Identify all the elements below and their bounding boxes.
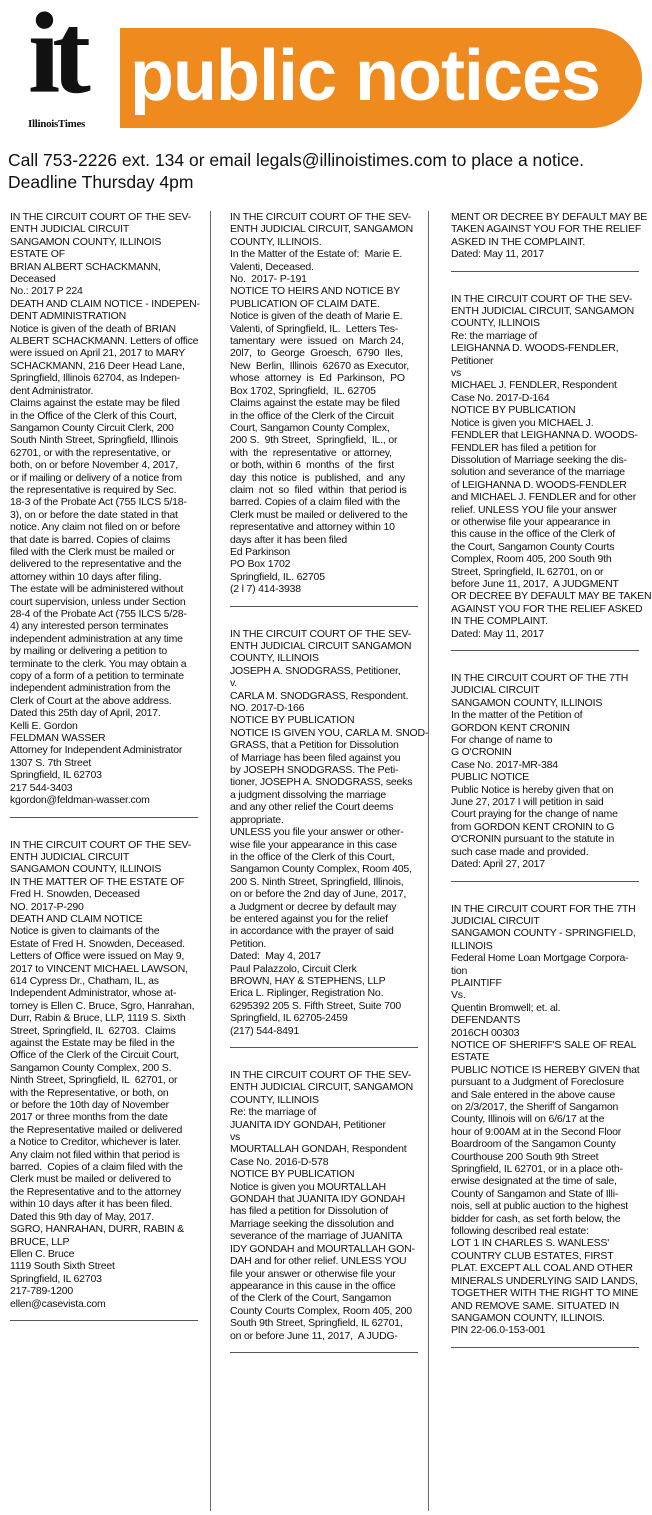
notice-line: bidder for cash, as set forth below, the bbox=[451, 1212, 621, 1225]
notice-line: Springfield, IL 62705-2459 bbox=[230, 1012, 348, 1025]
notice-line: 614 Cypress Dr., Chatham, IL, as bbox=[10, 974, 159, 987]
notice-line: Valenti, of Springfield, IL. Letters Tes- bbox=[230, 322, 399, 335]
notice-line: NOTICE BY PUBLICATION bbox=[451, 404, 576, 417]
notice-line: SANGAMON COUNTY, ILLINOIS bbox=[451, 696, 603, 709]
notice-line: NO. 2017-D-166 bbox=[230, 702, 305, 715]
notice-line: UNLESS you file your answer or other- bbox=[230, 826, 404, 839]
notice-line: Court praying for the change of name bbox=[451, 808, 618, 821]
notice-line: in the office of the Clerk of the Circuit bbox=[230, 409, 394, 422]
notice-line: 20l7, to George Groesch, 6790 Iles, bbox=[230, 347, 403, 360]
notice-line: ESTATE bbox=[451, 1051, 490, 1064]
notice-line: IN THE MATTER OF THE ESTATE OF bbox=[10, 875, 185, 888]
notice-line: Dated this 25th day of April, 2017. bbox=[10, 707, 161, 720]
notice-line: 2016CH 00303 bbox=[451, 1026, 520, 1039]
notice-line: IDY GONDAH and MOURTALLAH GON- bbox=[230, 1242, 415, 1255]
notice-line: Clerk must be mailed or delivered to the bbox=[230, 508, 408, 521]
notice-line: in accordance with the prayer of said bbox=[230, 925, 394, 938]
notice-line: MOURTALLAH GONDAH, Respondent bbox=[230, 1143, 407, 1156]
notice-line: v. bbox=[230, 677, 237, 690]
notice-line: Springfield, IL 62701, or in a place oth- bbox=[451, 1163, 623, 1176]
notice-line: Sangamon County Circuit Clerk, 200 bbox=[10, 421, 174, 434]
title-banner bbox=[120, 28, 642, 128]
notice-line: Durr, Rabin & Bruce, LLP, 1119 S. Sixth bbox=[10, 1012, 186, 1025]
contact-info bbox=[8, 149, 648, 193]
notice-line: NO. 2017-P-290 bbox=[10, 900, 84, 913]
notice-line: IN THE CIRCUIT COURT OF THE SEV- bbox=[230, 627, 412, 640]
notice-line: Street, Springfield, IL 62701, on or bbox=[451, 565, 604, 578]
notice-line: notice. Any claim not filed on or before bbox=[10, 521, 181, 534]
notice-line: June 27, 2017 I will petition in said bbox=[451, 796, 604, 809]
notice-line: Springfield, IL 62703 bbox=[10, 1272, 102, 1285]
notice-line: Notice is given of the death of BRIAN bbox=[10, 322, 176, 335]
notice-line: South Ninth Street, Springfield, Illinois bbox=[10, 434, 179, 447]
notice-line: of the Clerk of the Court, Sangamon bbox=[230, 1292, 392, 1305]
notice-line: New Berlin, Illinois 62670 as Executor, bbox=[230, 359, 409, 372]
notice-line: NOTICE BY PUBLICATION bbox=[230, 1168, 355, 1181]
notice-line: claim not so filed within that period is bbox=[230, 483, 407, 496]
notice-line: FELDMAN WASSER bbox=[10, 732, 106, 745]
notice-line: JOSEPH A. SNODGRASS, Petitioner, bbox=[230, 664, 401, 677]
notice-line: Marriage seeking the dissolution and bbox=[230, 1217, 394, 1230]
notice-line: IN THE CIRCUIT COURT OF THE SEV- bbox=[10, 838, 192, 851]
notice-separator bbox=[451, 271, 639, 272]
notice-line: Complex, Room 405, 200 South 9th bbox=[451, 553, 612, 566]
notice-line: the representative is required by Sec. bbox=[10, 483, 177, 496]
notice-line: pursuant to a Judgment of Foreclosure bbox=[451, 1076, 624, 1089]
notice-line: NOTICE BY PUBLICATION bbox=[230, 714, 355, 727]
notice-line: Springfield, IL. 62705 bbox=[230, 570, 325, 583]
notice-line: Valenti, Deceased. bbox=[230, 260, 314, 273]
notice-line: 2017 to VINCENT MICHAEL LAWSON, bbox=[10, 962, 188, 975]
notice-line: COUNTY, ILLINOIS bbox=[230, 652, 319, 665]
notice-line: 6295392 205 S. Fifth Street, Suite 700 bbox=[230, 999, 402, 1012]
notice-line: COUNTY, ILLINOIS. bbox=[230, 235, 322, 248]
notice-line: Ellen C. Bruce bbox=[10, 1247, 75, 1260]
notice-line: In the matter of the Petition of bbox=[451, 709, 583, 722]
notice-line: LEIGHANNA D. WOODS-FENDLER, bbox=[451, 342, 619, 355]
notice-separator bbox=[451, 650, 639, 651]
notice-separator bbox=[10, 817, 198, 818]
notice-line: Federal Home Loan Mortgage Corpora- bbox=[451, 952, 629, 965]
notice-line: ENTH JUDICIAL CIRCUIT, SANGAMON bbox=[230, 223, 414, 236]
notice-line: DEATH AND CLAIM NOTICE - INDEPEN- bbox=[10, 297, 200, 310]
notice-line: Office of the Clerk of the Circuit Court, bbox=[10, 1049, 180, 1062]
notice-line: JUANITA IDY GONDAH, Petitioner bbox=[230, 1118, 386, 1131]
notice-line: NOTICE TO HEIRS AND NOTICE BY bbox=[230, 285, 401, 298]
notice-line: DAH and for other relief. UNLESS YOU bbox=[230, 1255, 407, 1268]
notice-line: SCHACKMANN, 216 Deer Head Lane, bbox=[10, 359, 185, 372]
legal-notice bbox=[451, 903, 639, 1337]
column-divider bbox=[210, 211, 211, 1511]
notice-line: Courthouse 200 South 9th Street bbox=[451, 1150, 599, 1163]
notice-line: GORDON KENT CRONIN bbox=[451, 721, 570, 734]
notice-line: SANGAMON COUNTY - SPRINGFIELD, bbox=[451, 927, 636, 940]
notice-line: 62701, or with the representative, or bbox=[10, 446, 171, 459]
notice-line: Notice is given of the death of Marie E. bbox=[230, 310, 403, 323]
notice-line: ellen@casevista.com bbox=[10, 1297, 106, 1310]
notices-column-3 bbox=[451, 211, 652, 1369]
notice-line: MENT OR DECREE BY DEFAULT MAY BE bbox=[451, 211, 648, 223]
notice-line: Any claim not filed within that period is bbox=[10, 1148, 180, 1161]
notice-line: following described real estate: bbox=[451, 1225, 589, 1238]
legal-notice bbox=[10, 211, 198, 807]
notice-line: 200 S. Ninth Street, Springfield, Illinois, bbox=[230, 875, 404, 888]
notice-line: and Sale entered in the above cause bbox=[451, 1088, 616, 1101]
notice-line: or otherwise file your appearance in bbox=[451, 515, 611, 528]
notice-line: dent Administrator. bbox=[10, 384, 94, 397]
notice-line: (2 l 7) 414-3938 bbox=[230, 583, 301, 596]
notice-line: The estate will be administered without bbox=[10, 583, 184, 596]
logo-mark: it bbox=[28, 0, 83, 118]
notice-line: within 10 days after it has been filed. bbox=[10, 1198, 173, 1211]
notice-line: Ed Parkinson bbox=[230, 545, 291, 558]
legal-notice bbox=[230, 211, 418, 596]
logo-brand-name: IllinoisTimes bbox=[28, 118, 86, 130]
notice-separator bbox=[230, 1352, 418, 1353]
notice-line: copy of a form of a petition to terminate bbox=[10, 670, 184, 683]
notice-line: IN THE CIRCUIT COURT OF THE SEV- bbox=[230, 1069, 412, 1081]
notice-line: Claims against the estate may be filed bbox=[230, 397, 400, 410]
notice-line: by JOSEPH SNODGRASS. The Peti- bbox=[230, 764, 399, 777]
notice-line: PUBLIC NOTICE bbox=[451, 771, 529, 784]
notice-line: Notice is given you MICHAEL J. bbox=[451, 416, 594, 429]
notice-line: this cause in the office of the Clerk of bbox=[451, 528, 615, 541]
notice-line: solution and severance of the marriage bbox=[451, 466, 625, 479]
notice-line: SGRO, HANRAHAN, DURR, RABIN & bbox=[10, 1223, 184, 1236]
notice-line: by mailing or delivering a petition to bbox=[10, 645, 167, 658]
notice-line: Dated: April 27, 2017 bbox=[451, 858, 545, 871]
notice-line: Petitioner bbox=[451, 354, 494, 367]
notice-line: IN THE COMPLAINT. bbox=[451, 615, 548, 628]
notice-line: and any other relief the Court deems bbox=[230, 801, 394, 814]
notice-line: torney is Ellen C. Bruce, Sgro, Hanrahan, bbox=[10, 999, 195, 1012]
illinois-times-logo bbox=[28, 0, 120, 132]
notice-line: days after it has been filed bbox=[230, 533, 347, 546]
notice-line: or if mailing or delivery of a notice from bbox=[10, 471, 182, 484]
notice-line: COUNTY, ILLINOIS bbox=[451, 317, 540, 330]
notice-line: IN THE CIRCUIT COURT OF THE SEV- bbox=[230, 211, 412, 223]
notice-line: NOTICE IS GIVEN YOU, CARLA M. SNOD- bbox=[230, 726, 429, 739]
notice-separator bbox=[10, 1320, 198, 1321]
notice-line: DEFENDANTS bbox=[451, 1014, 521, 1027]
notice-line: 217-789-1200 bbox=[10, 1285, 73, 1298]
notice-line: OR DECREE BY DEFAULT MAY BE TAKEN bbox=[451, 590, 652, 603]
notice-line: with the Representative, or both, on bbox=[10, 1086, 169, 1099]
notice-line: Deceased bbox=[10, 273, 56, 286]
notice-line: 217 544-3403 bbox=[10, 781, 73, 794]
notice-line: nois, sell at public auction to the highest bbox=[451, 1200, 629, 1213]
notice-line: a Notice to Creditor, whichever is later. bbox=[10, 1136, 181, 1149]
notice-line: 3), on or before the date stated in that bbox=[10, 508, 178, 521]
notice-line: Box 1702, Springfield, IL. 62705 bbox=[230, 384, 376, 397]
notice-line: Re: the marriage of bbox=[451, 329, 538, 342]
notice-line: ENTH JUDICIAL CIRCUIT bbox=[10, 850, 130, 863]
notice-line: before June 11, 2017, A JUDGMENT bbox=[451, 577, 619, 590]
notice-line: Springfield, IL 62703 bbox=[10, 769, 102, 782]
notice-line: in the Office of the Clerk of this Court, bbox=[10, 409, 177, 422]
notice-line: ASKED IN THE COMPLAINT. bbox=[451, 235, 586, 248]
notice-line: DEATH AND CLAIM NOTICE bbox=[10, 912, 143, 925]
notice-line: County of Sangamon and State of Illi- bbox=[451, 1187, 619, 1200]
legal-notice bbox=[230, 627, 429, 1037]
notice-line: JUDICIAL CIRCUIT bbox=[451, 914, 540, 927]
notice-line: has filed a petition for Dissolution of bbox=[230, 1205, 388, 1218]
notice-line: IN THE CIRCUIT COURT OF THE SEV- bbox=[10, 211, 192, 223]
legal-notice bbox=[451, 211, 648, 261]
notice-line: attorney within 10 days after filing. bbox=[10, 570, 162, 583]
notice-line: court supervision, unless under Section bbox=[10, 595, 186, 608]
notice-line: of LEIGHANNA D. WOODS-FENDLER bbox=[451, 478, 627, 491]
notice-line: Public Notice is hereby given that on bbox=[451, 783, 614, 796]
notice-line: CARLA M. SNODGRASS, Respondent. bbox=[230, 689, 409, 702]
notice-line: Vs. bbox=[451, 989, 466, 1002]
notice-line: Boardroom of the Sangamon County bbox=[451, 1138, 616, 1151]
notice-line: Dated: May 11, 2017 bbox=[451, 248, 544, 261]
notice-line: from GORDON KENT CRONIN to G bbox=[451, 820, 615, 833]
notice-separator bbox=[451, 881, 639, 882]
notice-line: Fred H. Snowden, Deceased bbox=[10, 888, 140, 901]
notice-line: FENDLER that LEIGHANNA D. WOODS- bbox=[451, 429, 638, 442]
notice-line: GRASS, that a Petition for Dissolution bbox=[230, 739, 399, 752]
notice-line: Attorney for Independent Administrator bbox=[10, 744, 183, 757]
legal-notice bbox=[451, 292, 652, 640]
notice-line: Quentin Bromwell; et. al. bbox=[451, 1001, 561, 1014]
notice-line: barred. Copies of a claim filed with the bbox=[230, 496, 401, 509]
notice-line: appropriate. bbox=[230, 813, 284, 826]
notice-line: SANGAMON COUNTY, ILLINOIS bbox=[10, 235, 162, 248]
notice-line: terminate to the clerk. You may obtain a bbox=[10, 657, 187, 670]
notice-line: Street, Springfield, IL 62703. Claims bbox=[10, 1024, 176, 1037]
notice-line: BRUCE, LLP bbox=[10, 1235, 70, 1248]
notice-line: on 2/3/2017, the Sheriff of Sangamon bbox=[451, 1101, 619, 1113]
notice-line: that date is barred. Copies of claims bbox=[10, 533, 171, 546]
notice-line: Claims against the estate may be filed bbox=[10, 397, 180, 410]
notice-line: representative and attorney within 10 bbox=[230, 521, 395, 534]
notice-line: SANGAMON COUNTY, ILLINOIS bbox=[10, 863, 162, 876]
notice-line: Clerk of Court at the above address. bbox=[10, 694, 172, 707]
notice-line: 2017 or three months from the date bbox=[10, 1111, 168, 1124]
notice-line: O'CRONIN pursuant to the statute in bbox=[451, 833, 615, 846]
notice-line: be entered against you for the relief bbox=[230, 912, 388, 925]
notice-line: County Courts Complex, Room 405, 200 bbox=[230, 1304, 412, 1317]
notice-line: whose attorney is Ed Parkinson, PO bbox=[230, 372, 405, 385]
notice-line: relief. UNLESS YOU file your answer bbox=[451, 503, 617, 516]
notice-line: ESTATE OF bbox=[10, 248, 65, 261]
column-divider bbox=[428, 211, 429, 1511]
notice-line: delivered to the representative and the bbox=[10, 558, 182, 571]
notice-line: with the representative or attorney, bbox=[230, 446, 392, 459]
notice-line: erwise designated at the time of sale, bbox=[451, 1175, 617, 1188]
notice-line: Dated: May 11, 2017 bbox=[451, 627, 544, 640]
notices-column-1 bbox=[10, 211, 198, 1342]
notice-line: 4) any interested person terminates bbox=[10, 620, 169, 633]
notice-line: 18-3 of the Probate Act (755 ILCS 5/18- bbox=[10, 496, 187, 509]
notice-line: JUDICIAL CIRCUIT bbox=[451, 684, 540, 697]
notice-line: ENTH JUDICIAL CIRCUIT, SANGAMON bbox=[451, 305, 635, 318]
notice-line: In the Matter of the Estate of: Marie E. bbox=[230, 248, 403, 261]
notice-line: Re: the marriage of bbox=[230, 1106, 317, 1119]
notice-line: wise file your appearance in this case bbox=[230, 838, 397, 851]
notice-line: such case made and provided. bbox=[451, 845, 589, 858]
notice-line: IN THE CIRCUIT COURT FOR THE 7TH bbox=[451, 902, 636, 915]
notice-line: Erica L. Riplinger, Registration No. bbox=[230, 987, 384, 1000]
notice-line: tion bbox=[451, 964, 468, 977]
notice-line: Independent Administrator, whose at- bbox=[10, 987, 177, 1000]
notice-line: DENT ADMINISTRATION bbox=[10, 310, 126, 323]
notice-line: 1307 S. 7th Street bbox=[10, 756, 92, 769]
notice-line: Estate of Fred H. Snowden, Deceased. bbox=[10, 937, 185, 950]
notice-line: COUNTRY CLUB ESTATES, FIRST bbox=[451, 1249, 614, 1262]
notice-line: of Marriage has been filed against you bbox=[230, 751, 401, 764]
notice-line: severance of the marriage of JUANITA bbox=[230, 1230, 403, 1243]
notice-line: vs bbox=[230, 1131, 241, 1144]
notice-line: file your answer or otherwise file your bbox=[230, 1267, 396, 1280]
notice-line: day this notice is published, and any bbox=[230, 471, 405, 484]
notice-line: COUNTY, ILLINOIS bbox=[230, 1093, 319, 1106]
notice-line: 1119 South Sixth Street bbox=[10, 1260, 115, 1273]
notice-line: PIN 22-06.0-153-001 bbox=[451, 1324, 546, 1337]
notice-line: SANGAMON COUNTY, ILLINOIS. bbox=[451, 1311, 605, 1324]
notice-line: vs bbox=[451, 367, 462, 380]
notice-separator bbox=[230, 606, 418, 607]
notice-line: ENTH JUDICIAL CIRCUIT SANGAMON bbox=[230, 640, 412, 652]
legal-notice bbox=[451, 672, 639, 871]
contact-line: Call 753-2226 ext. 134 or email legals@illinoistimes.com to place a notice. bbox=[8, 150, 585, 170]
notice-line: South 9th Street, Springfield, IL 62701, bbox=[230, 1317, 403, 1330]
notice-line: TOGETHER WITH THE RIGHT TO MINE bbox=[451, 1287, 639, 1300]
notice-line: Notice is given to claimants of the bbox=[10, 925, 160, 938]
notice-line: tamentary were issued on March 24, bbox=[230, 335, 404, 348]
notice-line: No.: 2017 P 224 bbox=[10, 285, 83, 298]
notice-line: the Court, Sangamon County Courts bbox=[451, 540, 615, 553]
notice-line: ILLINOIS bbox=[451, 939, 493, 952]
notice-line: Paul Palazzolo, Circuit Clerk bbox=[230, 962, 357, 975]
notice-line: tioner, JOSEPH A. SNODGRASS, seeks bbox=[230, 776, 413, 789]
notice-line: BRIAN ALBERT SCHACKMANN, bbox=[10, 260, 161, 273]
legal-notice bbox=[230, 1069, 418, 1342]
notice-line: GONDAH that JUANITA IDY GONDAH bbox=[230, 1193, 406, 1206]
notice-line: were issued on April 21, 2017 to MARY bbox=[10, 347, 186, 360]
notice-line: Case No. 2016-D-578 bbox=[230, 1155, 329, 1168]
notice-line: both, on or before November 4, 2017, bbox=[10, 459, 178, 472]
notice-line: appearance in this cause in the office bbox=[230, 1279, 396, 1292]
notices-column-2 bbox=[230, 211, 429, 1374]
notice-line: BROWN, HAY & STEPHENS, LLP bbox=[230, 974, 386, 987]
notice-line: IN THE CIRCUIT COURT OF THE SEV- bbox=[451, 292, 633, 305]
notice-line: kgordon@feldman-wasser.com bbox=[10, 794, 150, 807]
notice-line: PLAT. EXCEPT ALL COAL AND OTHER bbox=[451, 1262, 633, 1275]
notice-line: or before the 10th day of November bbox=[10, 1099, 169, 1112]
notice-line: the Representative mailed or delivered bbox=[10, 1123, 183, 1136]
notice-line: Springfield, Illinois 62704, as Indepen- bbox=[10, 372, 181, 385]
notice-line: ALBERT SCHACKMANN. Letters of office bbox=[10, 335, 199, 348]
notice-line: Ninth Street, Springfield, IL 62701, or bbox=[10, 1074, 178, 1087]
notice-line: the Representative and to the attorney bbox=[10, 1185, 182, 1198]
notice-line: AGAINST YOU FOR THE RELIEF ASKED bbox=[451, 602, 643, 615]
notice-line: a judgment dissolving the marriage bbox=[230, 788, 387, 801]
notice-line: against the Estate may be filed in the bbox=[10, 1037, 175, 1049]
legal-notice bbox=[10, 839, 198, 1310]
notice-line: independent administration from the bbox=[10, 682, 171, 695]
notice-line: hour of 9:00AM at in the Second Floor bbox=[451, 1125, 622, 1138]
notice-line: Notice is given you MOURTALLAH bbox=[230, 1180, 386, 1193]
notice-line: Dated: May 4, 2017 bbox=[230, 950, 321, 963]
notice-line: barred. Copies of a claim filed with the bbox=[10, 1161, 183, 1174]
notice-line: 200 S. 9th Street, Springfield, IL., or bbox=[230, 434, 398, 447]
notice-line: MICHAEL J. FENDLER, Respondent bbox=[451, 379, 617, 392]
page-header bbox=[0, 0, 652, 145]
notice-line: in the office of the Clerk of this Court, bbox=[230, 850, 395, 863]
notice-line: PUBLICATION OF CLAIM DATE. bbox=[230, 297, 380, 310]
notice-line: a Judgment or decree by default may bbox=[230, 900, 397, 913]
notice-line: or both, within 6 months of the first bbox=[230, 459, 394, 472]
notice-line: Letters of Office were issued on May 9, bbox=[10, 950, 185, 963]
notice-line: IN THE CIRCUIT COURT OF THE 7TH bbox=[451, 672, 629, 684]
notice-line: TAKEN AGAINST YOU FOR THE RELIEF bbox=[451, 223, 642, 236]
notice-line: ENTH JUDICIAL CIRCUIT bbox=[10, 223, 130, 236]
notice-line: PLAINTIFF bbox=[451, 976, 502, 989]
notice-separator bbox=[451, 1347, 639, 1348]
notice-line: Petition. bbox=[230, 937, 267, 950]
notice-line: Kelli E. Gordon bbox=[10, 719, 78, 732]
notice-line: MINERALS UNDERLYING SAID LANDS, bbox=[451, 1274, 638, 1287]
notice-line: ENTH JUDICIAL CIRCUIT, SANGAMON bbox=[230, 1081, 414, 1094]
notice-line: on or before June 11, 2017, A JUDG- bbox=[230, 1329, 398, 1342]
page-title: public notices bbox=[130, 36, 601, 116]
notice-line: (217) 544-8491 bbox=[230, 1024, 300, 1037]
notice-line: FENDLER has filed a petition for bbox=[451, 441, 597, 454]
notice-line: Dated this 9th day of May, 2017. bbox=[10, 1210, 154, 1223]
notice-line: Sangamon County Complex, 200 S. bbox=[10, 1061, 172, 1074]
notice-line: 28-4 of the Probate Act (755 ILCS 5/28- bbox=[10, 608, 187, 620]
notice-line: on or before the 2nd day of June, 2017, bbox=[230, 888, 407, 901]
notice-line: AND REMOVE SAME. SITUATED IN bbox=[451, 1299, 620, 1312]
notice-line: PUBLIC NOTICE IS HEREBY GIVEN that bbox=[451, 1063, 640, 1076]
deadline-line: Deadline Thursday 4pm bbox=[8, 172, 194, 192]
notice-line: Clerk must be mailed or delivered to bbox=[10, 1173, 171, 1186]
notice-line: filed with the Clerk must be mailed or bbox=[10, 545, 175, 558]
notice-line: and MICHAEL J. FENDLER and for other bbox=[451, 491, 636, 504]
notice-line: No. 2017- P-191 bbox=[230, 273, 307, 286]
notice-line: G O'CRONIN bbox=[451, 746, 512, 759]
notice-line: County, Illinois will on 6/6/17 at the bbox=[451, 1113, 605, 1126]
notice-line: For change of name to bbox=[451, 734, 553, 747]
notice-line: Case No. 2017-D-164 bbox=[451, 391, 550, 404]
notice-line: NOTICE OF SHERIFF'S SALE OF REAL bbox=[451, 1038, 637, 1051]
notice-separator bbox=[230, 1047, 418, 1048]
notice-line: independent administration at any time bbox=[10, 632, 183, 645]
notice-line: Court, Sangamon County Complex, bbox=[230, 421, 390, 434]
notice-line: Sangamon County Complex, Room 405, bbox=[230, 863, 412, 876]
notice-line: Case No. 2017-MR-384 bbox=[451, 758, 558, 771]
notice-line: PO Box 1702 bbox=[230, 558, 291, 571]
notice-line: Dissolution of Marriage seeking the dis- bbox=[451, 453, 627, 466]
notice-line: LOT 1 IN CHARLES S. WANLESS' bbox=[451, 1237, 610, 1250]
